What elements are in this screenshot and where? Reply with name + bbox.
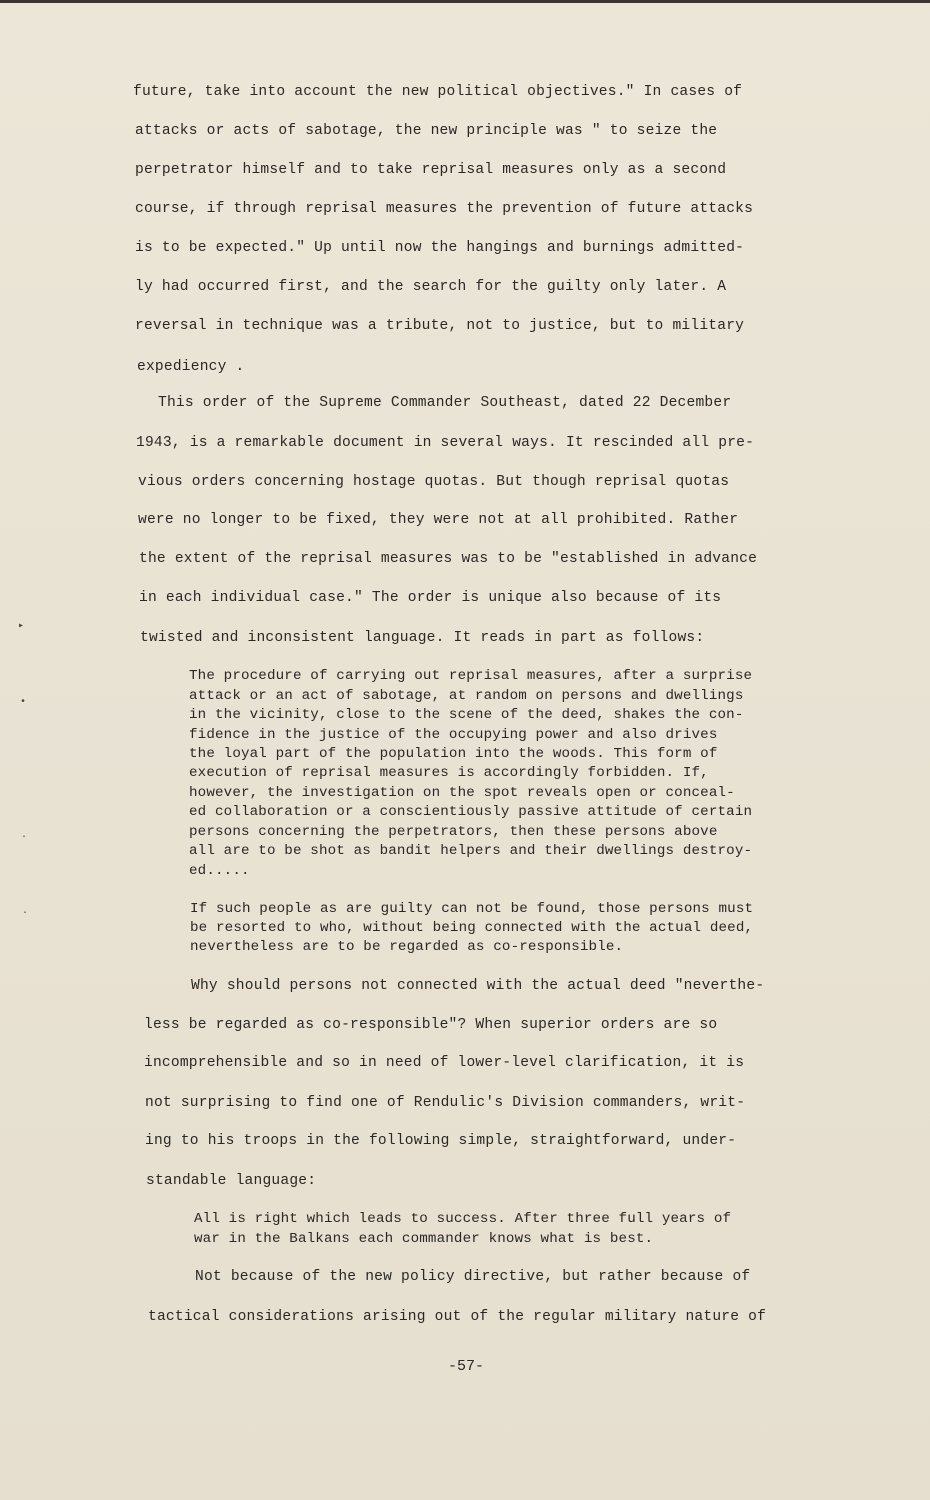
text-line: not surprising to find one of Rendulic's Division commanders, writ- xyxy=(145,1095,746,1111)
text-line: perpetrator himself and to take reprisal measures only as a second xyxy=(135,162,727,178)
text-line: less be regarded as co-responsible"? When superior orders are so xyxy=(144,1017,718,1033)
quote-line: If such people as are guilty can not be found, those persons must xyxy=(190,901,754,917)
quote-line: all are to be shot as bandit helpers and their dwellings destroy- xyxy=(189,843,753,859)
text-line: is to be expected." Up until now the hangings and burnings admitted- xyxy=(135,240,745,256)
quote-line: nevertheless are to be regarded as co-responsible. xyxy=(190,939,624,955)
text-line: Not because of the new policy directive, but rather because of xyxy=(195,1269,751,1285)
text-line: ly had occurred first, and the search for the guilty only later. A xyxy=(135,279,727,295)
text-line: Why should persons not connected with the actual deed "neverthe- xyxy=(191,978,765,994)
text-line: 1943, is a remarkable document in several ways. It rescinded all pre- xyxy=(136,435,755,451)
page-number: -57- xyxy=(448,1358,485,1375)
text-line: standable language: xyxy=(146,1173,317,1189)
quote-line: attack or an act of sabotage, at random on persons and dwellings xyxy=(189,688,744,704)
text-line: This order of the Supreme Commander Southeast, dated 22 December xyxy=(158,395,732,411)
quote-line: persons concerning the perpetrators, then these persons above xyxy=(189,824,718,840)
quote-line: ed..... xyxy=(189,863,250,879)
quote-line: however, the investigation on the spot reveals open or conceal- xyxy=(189,785,735,801)
text-line: incomprehensible and so in need of lower-level clarification, it is xyxy=(144,1055,745,1071)
text-line: twisted and inconsistent language. It reads in part as follows: xyxy=(140,630,705,646)
text-line: reversal in technique was a tribute, not to justice, but to military xyxy=(135,318,745,334)
text-line: tactical considerations arising out of the regular military nature of xyxy=(148,1309,767,1325)
text-line: ing to his troops in the following simple, straightforward, under- xyxy=(145,1133,737,1149)
text-line: attacks or acts of sabotage, the new principle was " to seize the xyxy=(135,123,718,139)
quote-line: execution of reprisal measures is accordingly forbidden. If, xyxy=(189,765,709,781)
quote-line: be resorted to who, without being connected with the actual deed, xyxy=(190,920,754,936)
margin-mark: · xyxy=(22,908,29,919)
text-line: the extent of the reprisal measures was to be "established in advance xyxy=(139,551,758,567)
margin-mark: · xyxy=(21,832,28,843)
margin-mark: • xyxy=(20,697,27,708)
quote-line: The procedure of carrying out reprisal measures, after a surprise xyxy=(189,668,753,684)
margin-mark: ▸ xyxy=(18,621,25,632)
quote-line: in the vicinity, close to the scene of the deed, shakes the con- xyxy=(189,707,744,723)
quote-line: fidence in the justice of the occupying power and also drives xyxy=(189,727,718,743)
quote-line: All is right which leads to success. After three full years of xyxy=(194,1211,732,1227)
text-line: future, take into account the new political objectives." In cases of xyxy=(133,84,743,100)
quote-line: the loyal part of the population into the woods. This form of xyxy=(189,746,718,762)
text-line: expediency . xyxy=(137,359,245,375)
quote-line: ed collaboration or a conscientiously passive attitude of certain xyxy=(189,804,753,820)
quote-line: war in the Balkans each commander knows what is best. xyxy=(194,1231,654,1247)
text-line: course, if through reprisal measures the prevention of future attacks xyxy=(135,201,754,217)
top-border xyxy=(0,0,930,3)
text-line: in each individual case." The order is unique also because of its xyxy=(139,590,722,606)
text-line: were no longer to be fixed, they were not at all prohibited. Rather xyxy=(138,512,739,528)
text-line: vious orders concerning hostage quotas. But though reprisal quotas xyxy=(138,474,730,490)
